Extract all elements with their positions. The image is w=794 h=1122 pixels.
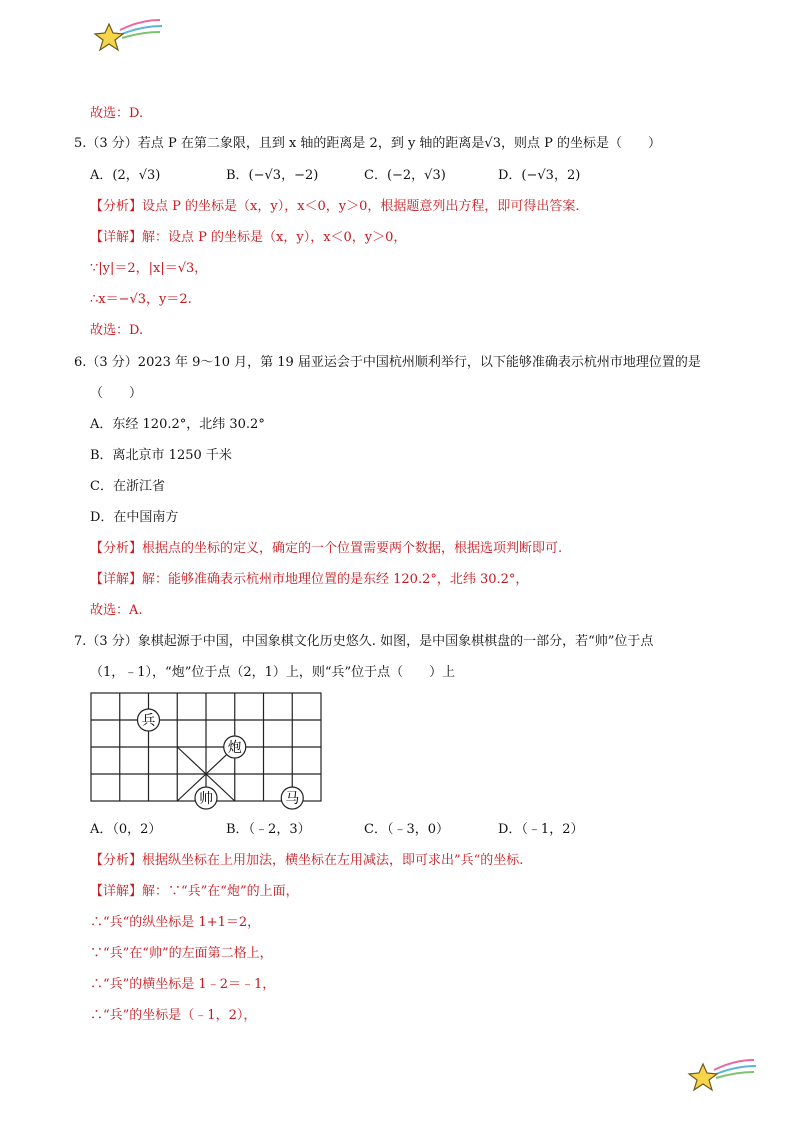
q7-stem-line1: 7.（3 分）象棋起源于中国，中国象棋文化历史悠久. 如图，是中国象棋棋盘的一部分，若“帅”位于点 (74, 634, 654, 649)
q5-step1: ∵|y|＝2，|x|＝√3， (90, 261, 208, 276)
q6-option-c: C．在浙江省 (90, 479, 165, 494)
q6-stem-line1: 6.（3 分）2023 年 9～10 月，第 19 届亚运会于中国杭州顺利举行，以下能够准确表示杭州市地理位置的是 (74, 355, 701, 370)
q5-option-a: A．(2，√3) (90, 168, 161, 183)
q7-option-d: D．（﹣1，2） (498, 822, 584, 837)
q5-option-c: C．(−2，√3) (364, 168, 446, 183)
q5-option-b: B．(−√3，−2) (226, 168, 319, 183)
piece-ma-label: 马 (285, 791, 300, 807)
q7-step4: ∴“兵”的坐标是（﹣1，2）， (90, 1008, 257, 1023)
piece-shuai (195, 787, 217, 809)
q7-step1: ∴“兵“的纵坐标是 1+1＝2， (90, 915, 261, 930)
top-answer: 故选：D. (90, 106, 144, 121)
piece-shuai-label: 帅 (199, 791, 213, 807)
chess-board-figure (90, 692, 324, 810)
q6-analysis: 【分析】根据点的坐标的定义，确定的一个位置需要两个数据，根据选项判断即可. (90, 541, 563, 556)
q7-option-c: C．（﹣3，0） (364, 822, 449, 837)
star-decoration-icon (686, 1056, 758, 1098)
q5-step2: ∴x＝−√3，y＝2. (90, 292, 192, 307)
q6-option-b: B．离北京市 1250 千米 (90, 448, 232, 463)
board-grid (91, 693, 321, 801)
piece-bing (138, 709, 160, 731)
q6-stem-line2: （ ） (90, 386, 143, 401)
q6-option-d: D．在中国南方 (90, 510, 179, 525)
q5-option-d: D．(−√3，2) (498, 168, 581, 183)
q6-detail: 【详解】解：能够准确表示杭州市地理位置的是东经 120.2°，北纬 30.2°， (90, 572, 529, 587)
q5-answer: 故选：D. (90, 323, 144, 338)
star-decoration-icon (92, 16, 164, 58)
q7-analysis: 【分析】根据纵坐标在上用加法，横坐标在左用减法，即可求出”兵“的坐标. (90, 853, 524, 868)
q6-answer: 故选：A. (90, 603, 143, 618)
piece-pao-label: 炮 (227, 740, 242, 756)
q6-option-a: A．东经 120.2°，北纬 30.2° (90, 417, 265, 432)
piece-bing-label: 兵 (141, 713, 156, 729)
q5-detail: 【详解】解：设点 P 的坐标是（x，y），x＜0，y＞0， (90, 230, 407, 245)
q5-analysis: 【分析】设点 P 的坐标是（x，y），x＜0，y＞0，根据题意列出方程，即可得出答案. (90, 199, 580, 214)
q7-option-b: B．（﹣2，3） (226, 822, 311, 837)
q7-step2: ∵“兵”在“帅”的左面第二格上， (90, 946, 273, 961)
q7-detail: 【详解】解：∵“兵”在“炮”的上面， (90, 884, 299, 899)
q7-step3: ∴“兵”的横坐标是 1﹣2＝﹣1， (90, 977, 276, 992)
q7-stem-line2: （1，﹣1），“炮”位于点（2，1）上，则“兵”位于点（ ）上 (90, 665, 456, 680)
q5-stem: 5.（3 分）若点 P 在第二象限，且到 x 轴的距离是 2，到 y 轴的距离是√3，则点 P 的坐标是（ ） (74, 136, 661, 151)
q7-option-a: A．（0，2） (90, 822, 162, 837)
piece-pao (224, 736, 246, 758)
piece-ma (281, 787, 303, 809)
